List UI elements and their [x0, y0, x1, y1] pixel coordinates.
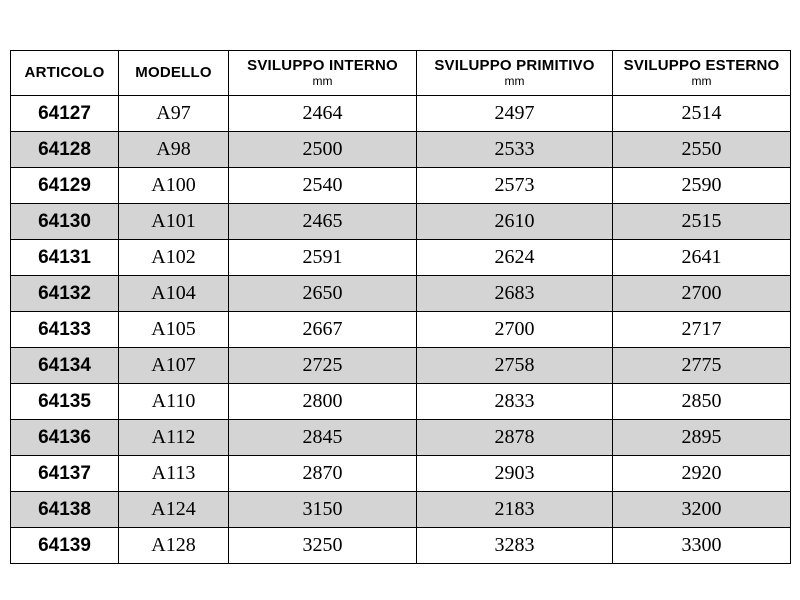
column-header-sviluppo-interno-label: SVILUPPO INTERNO: [247, 56, 398, 74]
table-cell-modello: A102: [119, 240, 229, 276]
table-cell-primitivo: 2183: [417, 492, 613, 528]
table-cell-interno: 2800: [229, 384, 417, 420]
table-cell-modello: A124: [119, 492, 229, 528]
table-cell-esterno: 2717: [613, 312, 791, 348]
table-cell-primitivo: 2903: [417, 456, 613, 492]
table-cell-modello: A112: [119, 420, 229, 456]
table-cell-esterno: 2514: [613, 96, 791, 132]
table-cell-modello: A110: [119, 384, 229, 420]
table-cell-modello: A101: [119, 204, 229, 240]
table-cell-articolo: 64132: [11, 276, 119, 312]
table-cell-esterno: 2700: [613, 276, 791, 312]
spec-table-container: [10, 50, 790, 564]
column-header-sviluppo-primitivo-label: SVILUPPO PRIMITIVO: [434, 56, 595, 74]
column-header-sviluppo-primitivo: [417, 51, 613, 96]
table-cell-modello: A98: [119, 132, 229, 168]
table-cell-interno: 2591: [229, 240, 417, 276]
table-cell-primitivo: 2497: [417, 96, 613, 132]
column-header-modello: [119, 51, 229, 96]
column-header-sviluppo-esterno-label: SVILUPPO ESTERNO: [623, 56, 780, 74]
table-row: [11, 420, 791, 456]
table-cell-primitivo: 2683: [417, 276, 613, 312]
table-cell-modello: A105: [119, 312, 229, 348]
table-cell-interno: 2725: [229, 348, 417, 384]
table-row: [11, 492, 791, 528]
column-header-sviluppo-esterno: [613, 51, 791, 96]
table-row: [11, 528, 791, 564]
table-cell-interno: 2845: [229, 420, 417, 456]
table-row: [11, 384, 791, 420]
table-row: [11, 204, 791, 240]
table-cell-primitivo: 2533: [417, 132, 613, 168]
table-cell-primitivo: 2700: [417, 312, 613, 348]
table-cell-interno: 2540: [229, 168, 417, 204]
table-cell-articolo: 64133: [11, 312, 119, 348]
table-cell-primitivo: 2573: [417, 168, 613, 204]
table-cell-articolo: 64127: [11, 96, 119, 132]
column-header-sviluppo-esterno-unit: mm: [691, 74, 712, 89]
table-cell-esterno: 2850: [613, 384, 791, 420]
table-header-row: [11, 51, 791, 96]
table-cell-esterno: 3300: [613, 528, 791, 564]
table-row: [11, 312, 791, 348]
table-cell-modello: A113: [119, 456, 229, 492]
table-cell-esterno: 3200: [613, 492, 791, 528]
column-header-articolo-label: ARTICOLO: [24, 64, 105, 82]
column-header-sviluppo-interno-unit: mm: [312, 74, 333, 89]
table-cell-modello: A107: [119, 348, 229, 384]
table-cell-articolo: 64130: [11, 204, 119, 240]
table-cell-articolo: 64134: [11, 348, 119, 384]
table-cell-esterno: 2590: [613, 168, 791, 204]
table-row: [11, 456, 791, 492]
table-cell-esterno: 2641: [613, 240, 791, 276]
table-row: [11, 240, 791, 276]
table-cell-esterno: 2550: [613, 132, 791, 168]
table-row: [11, 132, 791, 168]
table-cell-articolo: 64137: [11, 456, 119, 492]
specification-table: [10, 50, 791, 564]
table-cell-esterno: 2775: [613, 348, 791, 384]
table-row: [11, 168, 791, 204]
table-cell-articolo: 64128: [11, 132, 119, 168]
table-row: [11, 348, 791, 384]
table-cell-articolo: 64135: [11, 384, 119, 420]
table-cell-primitivo: 2878: [417, 420, 613, 456]
table-cell-articolo: 64131: [11, 240, 119, 276]
table-row: [11, 276, 791, 312]
table-cell-articolo: 64139: [11, 528, 119, 564]
table-cell-primitivo: 2610: [417, 204, 613, 240]
table-cell-esterno: 2515: [613, 204, 791, 240]
table-cell-interno: 2500: [229, 132, 417, 168]
table-cell-primitivo: 2833: [417, 384, 613, 420]
table-cell-esterno: 2895: [613, 420, 791, 456]
table-cell-esterno: 2920: [613, 456, 791, 492]
table-cell-articolo: 64136: [11, 420, 119, 456]
table-cell-modello: A100: [119, 168, 229, 204]
table-cell-interno: 2667: [229, 312, 417, 348]
column-header-sviluppo-primitivo-unit: mm: [504, 74, 525, 89]
table-cell-interno: 2464: [229, 96, 417, 132]
table-cell-primitivo: 2624: [417, 240, 613, 276]
table-cell-modello: A97: [119, 96, 229, 132]
table-cell-modello: A104: [119, 276, 229, 312]
table-cell-interno: 3250: [229, 528, 417, 564]
column-header-articolo: [11, 51, 119, 96]
table-cell-primitivo: 3283: [417, 528, 613, 564]
table-row: [11, 96, 791, 132]
table-cell-interno: 2870: [229, 456, 417, 492]
table-cell-primitivo: 2758: [417, 348, 613, 384]
table-body: [11, 96, 791, 564]
table-cell-interno: 3150: [229, 492, 417, 528]
column-header-modello-label: MODELLO: [135, 64, 212, 82]
table-header: [11, 51, 791, 96]
table-cell-articolo: 64129: [11, 168, 119, 204]
table-cell-articolo: 64138: [11, 492, 119, 528]
table-cell-interno: 2650: [229, 276, 417, 312]
table-cell-interno: 2465: [229, 204, 417, 240]
column-header-sviluppo-interno: [229, 51, 417, 96]
table-cell-modello: A128: [119, 528, 229, 564]
